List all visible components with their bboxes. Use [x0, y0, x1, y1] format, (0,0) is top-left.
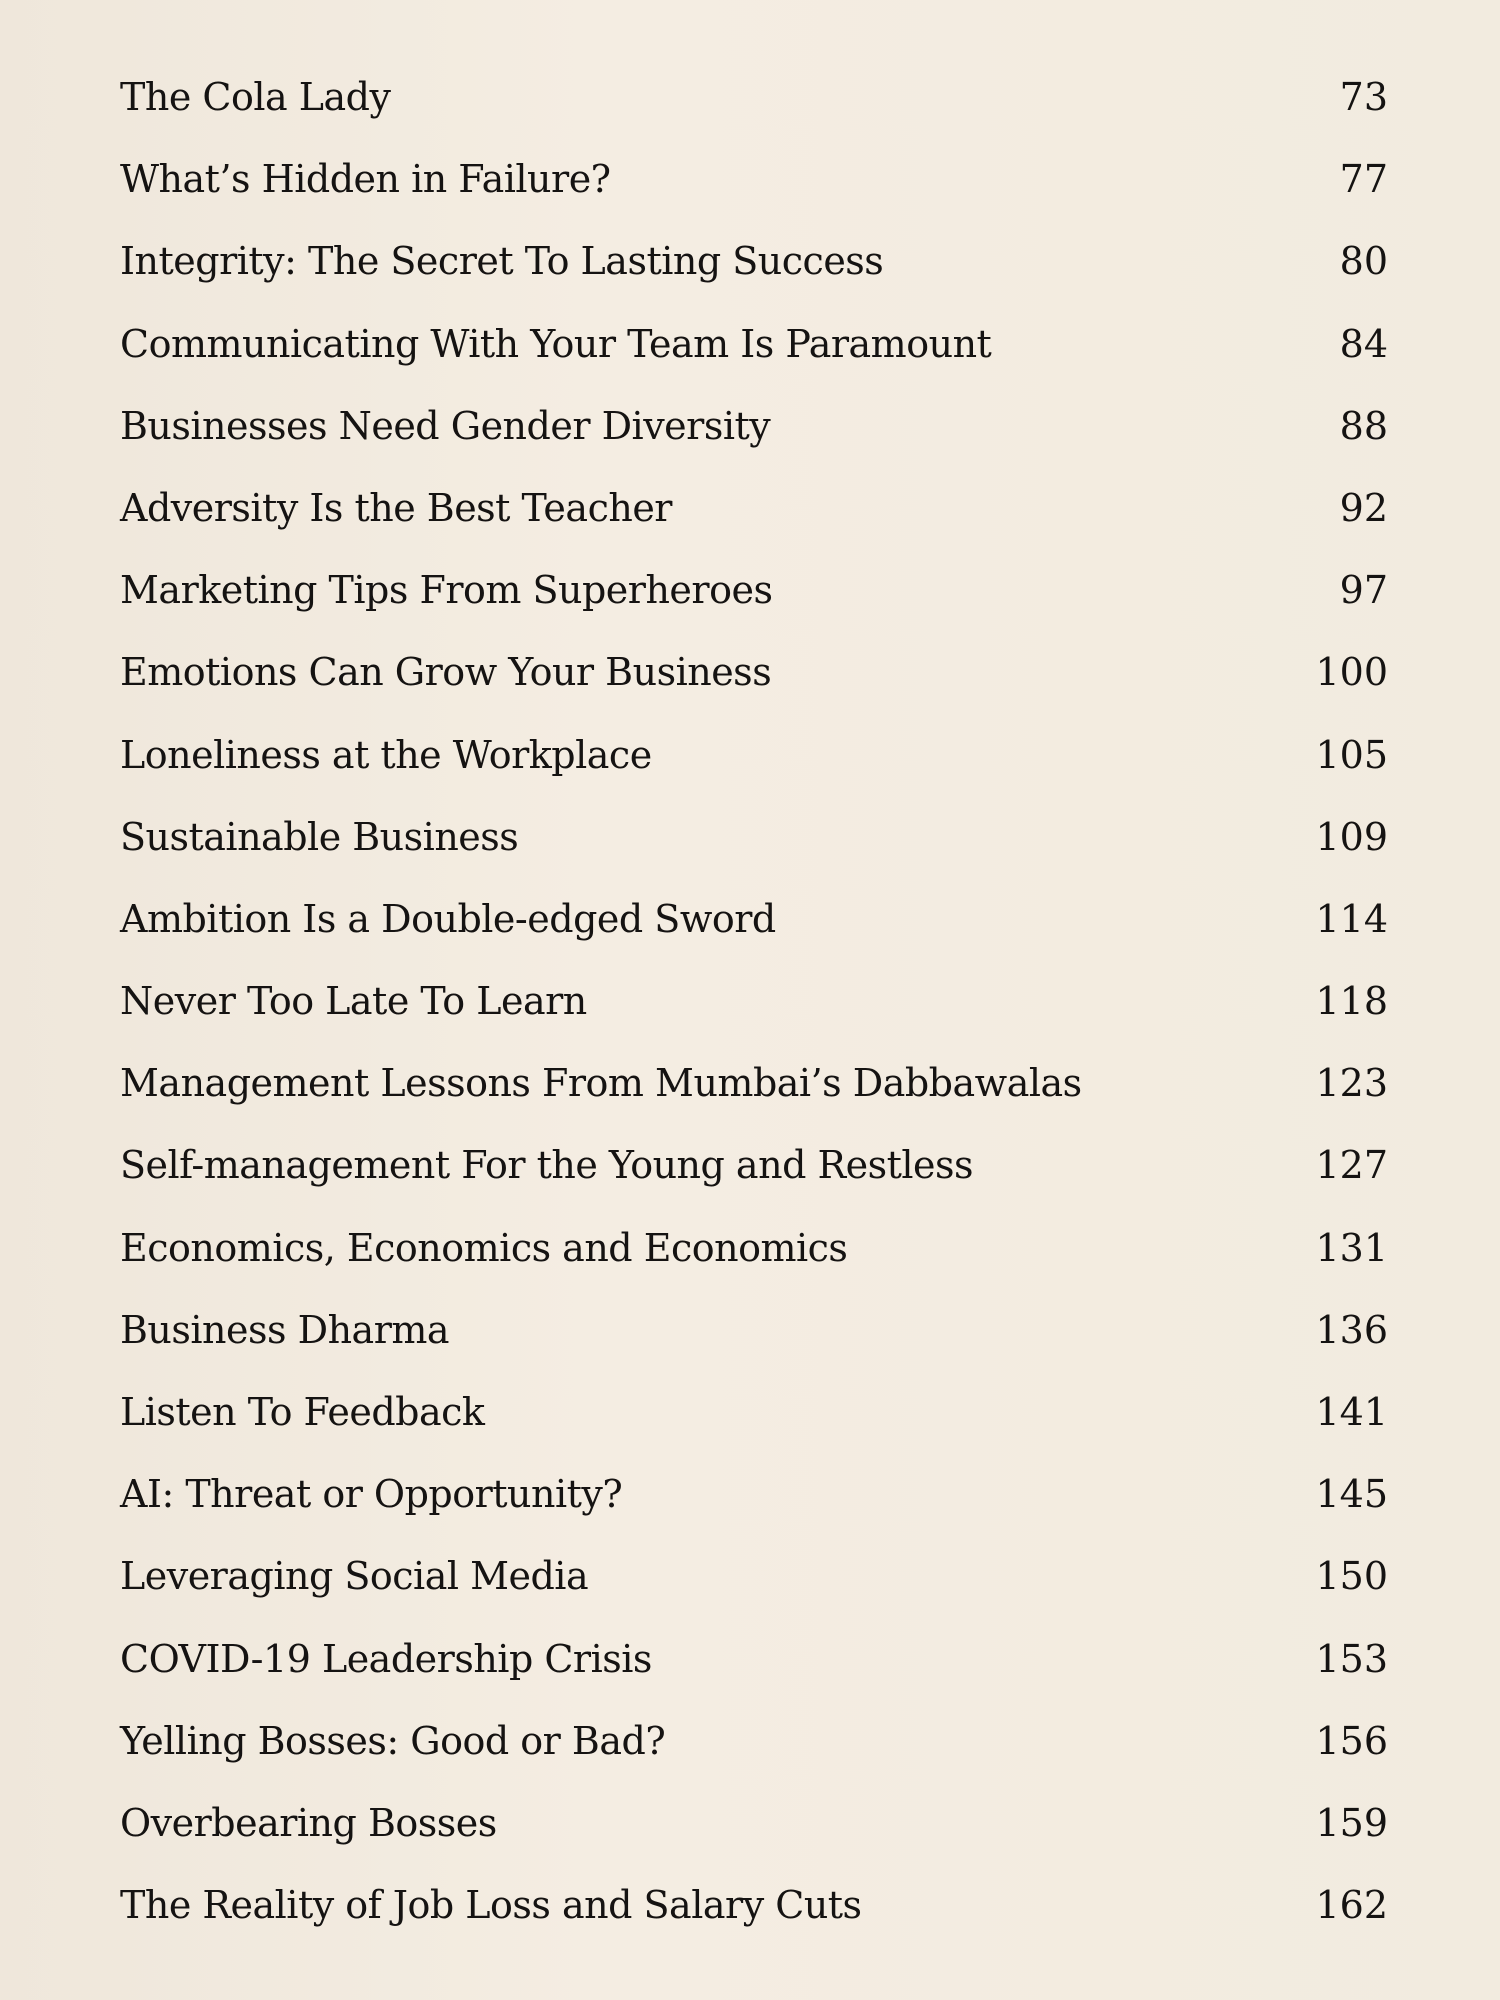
toc-entry: [120, 1383, 1388, 1465]
toc-entry-title: AI: Threat or Opportunity?: [120, 1472, 623, 1517]
toc-entry: [120, 1547, 1388, 1629]
toc-entry-page-number: 145: [1315, 1472, 1388, 1517]
toc-entry-title: Communicating With Your Team Is Paramount: [120, 321, 992, 366]
toc-entry-title: Business Dharma: [120, 1307, 450, 1352]
toc-entry-title: Overbearing Bosses: [120, 1800, 497, 1845]
toc-entry: [120, 1712, 1388, 1794]
toc-entry: [120, 1301, 1388, 1383]
toc-entry-page-number: 114: [1315, 896, 1388, 941]
toc-entry: [120, 1054, 1388, 1136]
toc-entry-title: Integrity: The Secret To Lasting Success: [120, 239, 884, 284]
toc-entry: [120, 1794, 1388, 1876]
toc-entry-page-number: 109: [1315, 814, 1388, 859]
toc-entry-page-number: 123: [1315, 1061, 1388, 1106]
toc-entry-page-number: 80: [1339, 239, 1388, 284]
toc-entry: [120, 643, 1388, 725]
toc-entry: [120, 397, 1388, 479]
toc-entry: [120, 68, 1388, 150]
toc-entry-page-number: 136: [1315, 1307, 1388, 1352]
toc-entry-page-number: 77: [1339, 157, 1388, 202]
toc-entry-title: Marketing Tips From Superheroes: [120, 568, 773, 613]
toc-entry-title: The Cola Lady: [120, 75, 391, 119]
toc-entry: [120, 972, 1388, 1054]
toc-entry-title: Economics, Economics and Economics: [120, 1225, 848, 1270]
toc-entry-title: What’s Hidden in Failure?: [120, 157, 611, 202]
toc-entry: [120, 1219, 1388, 1301]
toc-entry: [120, 808, 1388, 890]
toc-entry: [120, 150, 1388, 232]
toc-entry-page-number: 159: [1315, 1800, 1388, 1845]
toc-entry-title: Businesses Need Gender Diversity: [120, 403, 771, 448]
toc-entry-title: Adversity Is the Best Teacher: [120, 485, 672, 530]
toc-entry-page-number: 73: [1339, 75, 1388, 119]
toc-entry-page-number: 131: [1315, 1225, 1388, 1270]
toc-entry-title: Emotions Can Grow Your Business: [120, 650, 772, 695]
toc-entry-page-number: 92: [1339, 485, 1388, 530]
toc-entry: [120, 315, 1388, 397]
toc-entry-title: The Reality of Job Loss and Salary Cuts: [120, 1883, 862, 1928]
toc-entry: [120, 1876, 1388, 1958]
toc-entry-title: Self-management For the Young and Restless: [120, 1143, 973, 1188]
toc-entry-page-number: 118: [1315, 979, 1388, 1024]
toc-entry: [120, 479, 1388, 561]
toc-entry-page-number: 162: [1315, 1883, 1388, 1928]
toc-entry-title: Ambition Is a Double-edged Sword: [120, 896, 776, 941]
toc-entry: [120, 726, 1388, 808]
toc-entry-title: Listen To Feedback: [120, 1390, 485, 1434]
toc-entry: [120, 1465, 1388, 1547]
toc-entry-page-number: 153: [1315, 1636, 1388, 1681]
toc-entry-page-number: 100: [1315, 650, 1388, 695]
toc-entry-page-number: 88: [1339, 403, 1388, 448]
table-of-contents: [120, 68, 1388, 1958]
toc-entry-page-number: 141: [1315, 1390, 1388, 1434]
toc-entry: [120, 890, 1388, 972]
toc-entry-page-number: 105: [1315, 732, 1388, 777]
toc-entry-page-number: 127: [1315, 1143, 1388, 1188]
toc-entry-page-number: 150: [1315, 1554, 1388, 1599]
toc-entry-title: Leveraging Social Media: [120, 1554, 589, 1599]
toc-entry-page-number: 97: [1339, 568, 1388, 613]
toc-entry: [120, 561, 1388, 643]
toc-entry: [120, 1630, 1388, 1712]
toc-entry-page-number: 84: [1339, 321, 1388, 366]
toc-entry-page-number: 156: [1315, 1718, 1388, 1763]
toc-entry-title: Yelling Bosses: Good or Bad?: [120, 1718, 666, 1763]
toc-entry: [120, 232, 1388, 314]
toc-entry: [120, 1136, 1388, 1218]
toc-entry-title: Sustainable Business: [120, 814, 519, 859]
toc-entry-title: Loneliness at the Workplace: [120, 732, 652, 777]
toc-entry-title: Management Lessons From Mumbai’s Dabbawalas: [120, 1061, 1082, 1106]
toc-entry-title: COVID-19 Leadership Crisis: [120, 1636, 652, 1681]
toc-entry-title: Never Too Late To Learn: [120, 979, 587, 1024]
